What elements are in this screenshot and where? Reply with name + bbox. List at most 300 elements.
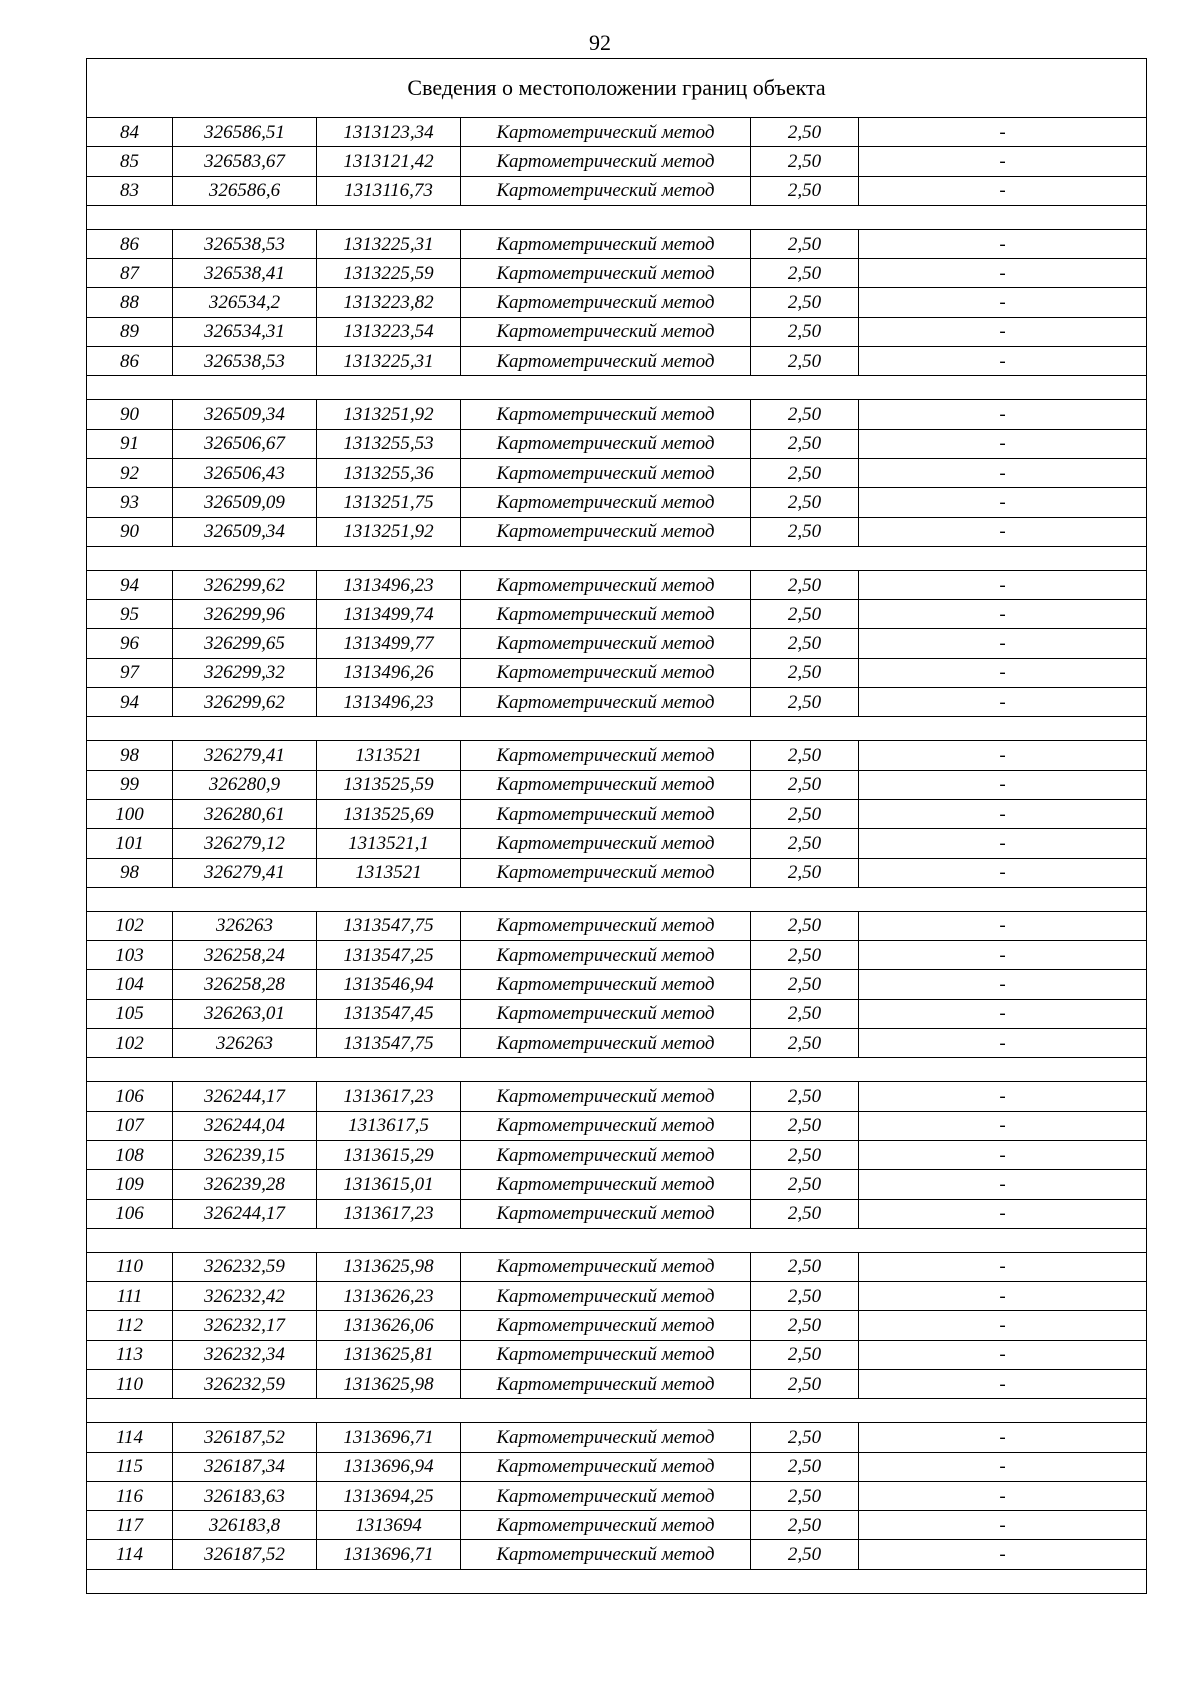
coord-x-cell: 326279,41 (173, 858, 317, 887)
precision-cell: 2,50 (751, 741, 859, 770)
precision-cell: 2,50 (751, 1140, 859, 1169)
point-number-cell: 102 (87, 1029, 173, 1058)
coord-x-cell: 326534,31 (173, 317, 317, 346)
coord-y-cell: 1313525,59 (317, 770, 461, 799)
remark-cell: - (859, 799, 1147, 828)
coord-y-cell: 1313625,81 (317, 1340, 461, 1369)
point-number-cell: 107 (87, 1111, 173, 1140)
point-number-cell: 92 (87, 458, 173, 487)
method-cell: Картометрический метод (461, 570, 751, 599)
separator-cell (87, 1058, 1147, 1082)
table-row (87, 229, 1147, 258)
precision-cell: 2,50 (751, 118, 859, 147)
precision-cell: 2,50 (751, 1082, 859, 1111)
table-row (87, 1111, 1147, 1140)
precision-cell: 2,50 (751, 1282, 859, 1311)
method-cell: Картометрический метод (461, 858, 751, 887)
coord-x-cell: 326244,04 (173, 1111, 317, 1140)
table-row (87, 688, 1147, 717)
point-number-cell: 111 (87, 1282, 173, 1311)
table-row (87, 570, 1147, 599)
remark-cell: - (859, 911, 1147, 940)
group-separator-row (87, 1058, 1147, 1082)
coord-y-cell: 1313617,23 (317, 1082, 461, 1111)
coord-y-cell: 1313615,01 (317, 1170, 461, 1199)
point-number-cell: 103 (87, 941, 173, 970)
coord-y-cell: 1313615,29 (317, 1140, 461, 1169)
precision-cell: 2,50 (751, 570, 859, 599)
point-number-cell: 91 (87, 429, 173, 458)
remark-cell: - (859, 600, 1147, 629)
method-cell: Картометрический метод (461, 1481, 751, 1510)
coord-y-cell: 1313225,59 (317, 259, 461, 288)
coord-x-cell: 326183,63 (173, 1481, 317, 1510)
precision-cell: 2,50 (751, 400, 859, 429)
coord-y-cell: 1313116,73 (317, 176, 461, 205)
table-row (87, 1452, 1147, 1481)
precision-cell: 2,50 (751, 911, 859, 940)
table-row (87, 1511, 1147, 1540)
table-row (87, 259, 1147, 288)
remark-cell: - (859, 517, 1147, 546)
precision-cell: 2,50 (751, 347, 859, 376)
table-row (87, 941, 1147, 970)
point-number-cell: 98 (87, 741, 173, 770)
coord-y-cell: 1313521 (317, 858, 461, 887)
point-number-cell: 88 (87, 288, 173, 317)
table-row (87, 147, 1147, 176)
remark-cell: - (859, 1311, 1147, 1340)
coord-y-cell: 1313223,54 (317, 317, 461, 346)
coord-y-cell: 1313696,94 (317, 1452, 461, 1481)
method-cell: Картометрический метод (461, 911, 751, 940)
table-row (87, 741, 1147, 770)
point-number-cell: 90 (87, 517, 173, 546)
point-number-cell: 97 (87, 658, 173, 687)
method-cell: Картометрический метод (461, 770, 751, 799)
point-number-cell: 86 (87, 229, 173, 258)
coord-x-cell: 326280,9 (173, 770, 317, 799)
coord-x-cell: 326586,51 (173, 118, 317, 147)
coord-x-cell: 326187,52 (173, 1540, 317, 1569)
separator-cell (87, 887, 1147, 911)
point-number-cell: 100 (87, 799, 173, 828)
table-row (87, 858, 1147, 887)
precision-cell: 2,50 (751, 1311, 859, 1340)
table-row (87, 118, 1147, 147)
remark-cell: - (859, 229, 1147, 258)
remark-cell: - (859, 1140, 1147, 1169)
precision-cell: 2,50 (751, 288, 859, 317)
coord-x-cell: 326239,28 (173, 1170, 317, 1199)
table-row (87, 658, 1147, 687)
precision-cell: 2,50 (751, 1511, 859, 1540)
method-cell: Картометрический метод (461, 658, 751, 687)
point-number-cell: 115 (87, 1452, 173, 1481)
coord-x-cell: 326506,67 (173, 429, 317, 458)
point-number-cell: 84 (87, 118, 173, 147)
precision-cell: 2,50 (751, 688, 859, 717)
coord-y-cell: 1313223,82 (317, 288, 461, 317)
method-cell: Картометрический метод (461, 176, 751, 205)
coord-x-cell: 326232,42 (173, 1282, 317, 1311)
table-row (87, 829, 1147, 858)
remark-cell: - (859, 1340, 1147, 1369)
precision-cell: 2,50 (751, 799, 859, 828)
precision-cell: 2,50 (751, 1170, 859, 1199)
method-cell: Картометрический метод (461, 1170, 751, 1199)
table-row (87, 488, 1147, 517)
point-number-cell: 114 (87, 1540, 173, 1569)
point-number-cell: 117 (87, 1511, 173, 1540)
boundary-coordinates-table (86, 58, 1147, 1594)
coord-y-cell: 1313617,23 (317, 1199, 461, 1228)
separator-cell (87, 546, 1147, 570)
precision-cell: 2,50 (751, 629, 859, 658)
precision-cell: 2,50 (751, 176, 859, 205)
remark-cell: - (859, 1423, 1147, 1452)
coord-y-cell: 1313121,42 (317, 147, 461, 176)
method-cell: Картометрический метод (461, 829, 751, 858)
remark-cell: - (859, 259, 1147, 288)
coord-y-cell: 1313696,71 (317, 1540, 461, 1569)
precision-cell: 2,50 (751, 1423, 859, 1452)
method-cell: Картометрический метод (461, 629, 751, 658)
method-cell: Картометрический метод (461, 1452, 751, 1481)
point-number-cell: 114 (87, 1423, 173, 1452)
table-row (87, 1481, 1147, 1510)
remark-cell: - (859, 288, 1147, 317)
point-number-cell: 109 (87, 1170, 173, 1199)
remark-cell: - (859, 118, 1147, 147)
method-cell: Картометрический метод (461, 288, 751, 317)
remark-cell: - (859, 176, 1147, 205)
coord-x-cell: 326538,53 (173, 229, 317, 258)
precision-cell: 2,50 (751, 488, 859, 517)
method-cell: Картометрический метод (461, 799, 751, 828)
method-cell: Картометрический метод (461, 1252, 751, 1281)
coord-x-cell: 326299,32 (173, 658, 317, 687)
coord-y-cell: 1313255,53 (317, 429, 461, 458)
method-cell: Картометрический метод (461, 688, 751, 717)
point-number-cell: 116 (87, 1481, 173, 1510)
group-separator-row (87, 376, 1147, 400)
precision-cell: 2,50 (751, 458, 859, 487)
remark-cell: - (859, 1481, 1147, 1510)
point-number-cell: 110 (87, 1252, 173, 1281)
remark-cell: - (859, 1452, 1147, 1481)
precision-cell: 2,50 (751, 259, 859, 288)
coord-y-cell: 1313496,26 (317, 658, 461, 687)
remark-cell: - (859, 1082, 1147, 1111)
remark-cell: - (859, 999, 1147, 1028)
page-number: 92 (589, 30, 611, 55)
coord-y-cell: 1313521 (317, 741, 461, 770)
precision-cell: 2,50 (751, 147, 859, 176)
remark-cell: - (859, 1511, 1147, 1540)
remark-cell: - (859, 1111, 1147, 1140)
method-cell: Картометрический метод (461, 1540, 751, 1569)
precision-cell: 2,50 (751, 429, 859, 458)
coord-x-cell: 326244,17 (173, 1199, 317, 1228)
method-cell: Картометрический метод (461, 1029, 751, 1058)
method-cell: Картометрический метод (461, 1140, 751, 1169)
table-row (87, 999, 1147, 1028)
method-cell: Картометрический метод (461, 1511, 751, 1540)
coord-y-cell: 1313251,92 (317, 517, 461, 546)
table-row (87, 317, 1147, 346)
remark-cell: - (859, 1282, 1147, 1311)
table-row (87, 1082, 1147, 1111)
method-cell: Картометрический метод (461, 600, 751, 629)
coord-x-cell: 326263 (173, 1029, 317, 1058)
table-row (87, 1170, 1147, 1199)
remark-cell: - (859, 1540, 1147, 1569)
precision-cell: 2,50 (751, 829, 859, 858)
method-cell: Картометрический метод (461, 941, 751, 970)
coord-x-cell: 326183,8 (173, 1511, 317, 1540)
point-number-cell: 110 (87, 1369, 173, 1398)
remark-cell: - (859, 1369, 1147, 1398)
method-cell: Картометрический метод (461, 1111, 751, 1140)
point-number-cell: 93 (87, 488, 173, 517)
table-row (87, 799, 1147, 828)
precision-cell: 2,50 (751, 999, 859, 1028)
coord-y-cell: 1313546,94 (317, 970, 461, 999)
remark-cell: - (859, 347, 1147, 376)
coord-x-cell: 326263,01 (173, 999, 317, 1028)
method-cell: Картометрический метод (461, 147, 751, 176)
coord-y-cell: 1313625,98 (317, 1252, 461, 1281)
precision-cell: 2,50 (751, 658, 859, 687)
table-row (87, 458, 1147, 487)
group-separator-row (87, 717, 1147, 741)
method-cell: Картометрический метод (461, 229, 751, 258)
coord-x-cell: 326509,34 (173, 400, 317, 429)
table-row (87, 1311, 1147, 1340)
precision-cell: 2,50 (751, 1111, 859, 1140)
point-number-cell: 83 (87, 176, 173, 205)
separator-cell (87, 376, 1147, 400)
coord-x-cell: 326232,59 (173, 1369, 317, 1398)
coord-y-cell: 1313694 (317, 1511, 461, 1540)
precision-cell: 2,50 (751, 600, 859, 629)
method-cell: Картометрический метод (461, 1340, 751, 1369)
table-row (87, 1252, 1147, 1281)
coord-x-cell: 326534,2 (173, 288, 317, 317)
coord-x-cell: 326258,28 (173, 970, 317, 999)
group-separator-row (87, 887, 1147, 911)
remark-cell: - (859, 429, 1147, 458)
remark-cell: - (859, 741, 1147, 770)
remark-cell: - (859, 400, 1147, 429)
point-number-cell: 113 (87, 1340, 173, 1369)
point-number-cell: 89 (87, 317, 173, 346)
separator-cell (87, 717, 1147, 741)
method-cell: Картометрический метод (461, 1199, 751, 1228)
table-row (87, 347, 1147, 376)
coord-y-cell: 1313123,34 (317, 118, 461, 147)
table-row (87, 911, 1147, 940)
table-row (87, 1029, 1147, 1058)
remark-cell: - (859, 941, 1147, 970)
coord-y-cell: 1313496,23 (317, 570, 461, 599)
point-number-cell: 106 (87, 1199, 173, 1228)
table-row (87, 176, 1147, 205)
coord-y-cell: 1313617,5 (317, 1111, 461, 1140)
precision-cell: 2,50 (751, 1481, 859, 1510)
table-row (87, 770, 1147, 799)
coord-y-cell: 1313255,36 (317, 458, 461, 487)
coord-y-cell: 1313499,77 (317, 629, 461, 658)
table-header-row (87, 59, 1147, 118)
point-number-cell: 87 (87, 259, 173, 288)
table-title: Сведения о местоположении границ объекта (87, 59, 1147, 118)
group-separator-row (87, 1399, 1147, 1423)
remark-cell: - (859, 147, 1147, 176)
remark-cell: - (859, 317, 1147, 346)
remark-cell: - (859, 1199, 1147, 1228)
coord-x-cell: 326538,41 (173, 259, 317, 288)
method-cell: Картометрический метод (461, 458, 751, 487)
remark-cell: - (859, 829, 1147, 858)
method-cell: Картометрический метод (461, 347, 751, 376)
coord-x-cell: 326187,34 (173, 1452, 317, 1481)
table-row (87, 1282, 1147, 1311)
table-row (87, 517, 1147, 546)
remark-cell: - (859, 1252, 1147, 1281)
table-row (87, 1423, 1147, 1452)
point-number-cell: 95 (87, 600, 173, 629)
coord-x-cell: 326263 (173, 911, 317, 940)
point-number-cell: 108 (87, 1140, 173, 1169)
point-number-cell: 94 (87, 688, 173, 717)
method-cell: Картометрический метод (461, 118, 751, 147)
group-separator-row (87, 1228, 1147, 1252)
precision-cell: 2,50 (751, 858, 859, 887)
coord-y-cell: 1313547,25 (317, 941, 461, 970)
table-row (87, 1140, 1147, 1169)
method-cell: Картометрический метод (461, 429, 751, 458)
coord-y-cell: 1313626,23 (317, 1282, 461, 1311)
remark-cell: - (859, 570, 1147, 599)
coord-x-cell: 326299,62 (173, 570, 317, 599)
table-row (87, 970, 1147, 999)
group-separator-row (87, 546, 1147, 570)
remark-cell: - (859, 658, 1147, 687)
method-cell: Картометрический метод (461, 400, 751, 429)
precision-cell: 2,50 (751, 1340, 859, 1369)
coord-y-cell: 1313547,45 (317, 999, 461, 1028)
coord-x-cell: 326538,53 (173, 347, 317, 376)
point-number-cell: 99 (87, 770, 173, 799)
precision-cell: 2,50 (751, 517, 859, 546)
coord-y-cell: 1313496,23 (317, 688, 461, 717)
coord-x-cell: 326280,61 (173, 799, 317, 828)
coord-y-cell: 1313626,06 (317, 1311, 461, 1340)
point-number-cell: 104 (87, 970, 173, 999)
coord-x-cell: 326232,17 (173, 1311, 317, 1340)
coord-x-cell: 326506,43 (173, 458, 317, 487)
remark-cell: - (859, 488, 1147, 517)
point-number-cell: 98 (87, 858, 173, 887)
remark-cell: - (859, 858, 1147, 887)
method-cell: Картометрический метод (461, 1423, 751, 1452)
coord-x-cell: 326258,24 (173, 941, 317, 970)
coord-y-cell: 1313521,1 (317, 829, 461, 858)
coord-x-cell: 326244,17 (173, 1082, 317, 1111)
table-row (87, 288, 1147, 317)
table-row (87, 629, 1147, 658)
coord-x-cell: 326583,67 (173, 147, 317, 176)
remark-cell: - (859, 688, 1147, 717)
coord-x-cell: 326232,34 (173, 1340, 317, 1369)
coord-y-cell: 1313694,25 (317, 1481, 461, 1510)
point-number-cell: 101 (87, 829, 173, 858)
remark-cell: - (859, 770, 1147, 799)
coord-y-cell: 1313525,69 (317, 799, 461, 828)
coord-x-cell: 326232,59 (173, 1252, 317, 1281)
remark-cell: - (859, 458, 1147, 487)
coord-y-cell: 1313547,75 (317, 911, 461, 940)
coord-y-cell: 1313251,75 (317, 488, 461, 517)
precision-cell: 2,50 (751, 1369, 859, 1398)
method-cell: Картометрический метод (461, 741, 751, 770)
precision-cell: 2,50 (751, 229, 859, 258)
precision-cell: 2,50 (751, 1029, 859, 1058)
point-number-cell: 96 (87, 629, 173, 658)
coord-x-cell: 326279,41 (173, 741, 317, 770)
point-number-cell: 102 (87, 911, 173, 940)
coord-x-cell: 326299,96 (173, 600, 317, 629)
remark-cell: - (859, 970, 1147, 999)
coord-x-cell: 326187,52 (173, 1423, 317, 1452)
coord-x-cell: 326509,34 (173, 517, 317, 546)
remark-cell: - (859, 629, 1147, 658)
precision-cell: 2,50 (751, 970, 859, 999)
coord-y-cell: 1313499,74 (317, 600, 461, 629)
coord-y-cell: 1313225,31 (317, 229, 461, 258)
separator-cell (87, 205, 1147, 229)
table-row (87, 600, 1147, 629)
remark-cell: - (859, 1029, 1147, 1058)
point-number-cell: 85 (87, 147, 173, 176)
coord-y-cell: 1313225,31 (317, 347, 461, 376)
method-cell: Картометрический метод (461, 259, 751, 288)
separator-cell (87, 1228, 1147, 1252)
method-cell: Картометрический метод (461, 1369, 751, 1398)
precision-cell: 2,50 (751, 317, 859, 346)
coord-x-cell: 326509,09 (173, 488, 317, 517)
table-row (87, 1199, 1147, 1228)
precision-cell: 2,50 (751, 1452, 859, 1481)
coord-x-cell: 326586,6 (173, 176, 317, 205)
separator-cell (87, 1399, 1147, 1423)
method-cell: Картометрический метод (461, 970, 751, 999)
point-number-cell: 106 (87, 1082, 173, 1111)
remark-cell: - (859, 1170, 1147, 1199)
coord-x-cell: 326299,62 (173, 688, 317, 717)
coord-y-cell: 1313251,92 (317, 400, 461, 429)
table-row (87, 429, 1147, 458)
precision-cell: 2,50 (751, 1199, 859, 1228)
coord-y-cell: 1313696,71 (317, 1423, 461, 1452)
coord-x-cell: 326239,15 (173, 1140, 317, 1169)
group-separator-row (87, 1569, 1147, 1593)
point-number-cell: 94 (87, 570, 173, 599)
method-cell: Картометрический метод (461, 1082, 751, 1111)
point-number-cell: 112 (87, 1311, 173, 1340)
